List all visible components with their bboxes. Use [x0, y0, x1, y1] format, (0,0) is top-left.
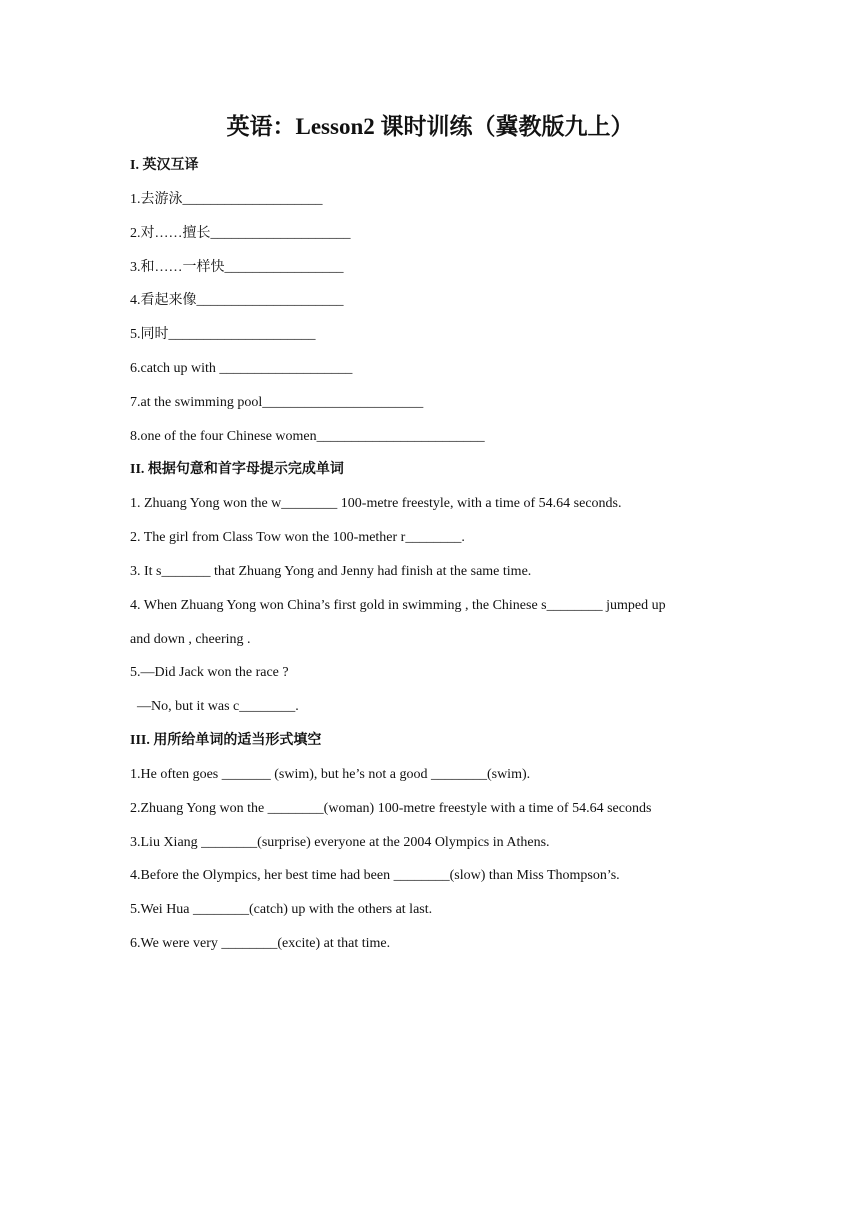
exercise-item: 4.看起来像_____________________: [130, 293, 344, 308]
exercise-item: 3.和……一样快_________________: [130, 260, 344, 275]
exercise-item: 3. It s_______ that Zhuang Yong and Jenny had finish at the same time.: [130, 564, 532, 579]
exercise-item: and down , cheering .: [130, 632, 251, 647]
section-heading-2: II. 根据句意和首字母提示完成单词: [130, 462, 344, 477]
section-heading-1: I. 英汉互译: [130, 158, 199, 173]
exercise-item: 8.one of the four Chinese women________________________: [130, 429, 485, 444]
exercise-item: 6.We were very ________(excite) at that time.: [130, 936, 391, 951]
exercise-item: 2. The girl from Class Tow won the 100-mether r________.: [130, 530, 465, 545]
section-heading-3: III. 用所给单词的适当形式填空: [130, 733, 322, 748]
exercise-item: 5.Wei Hua ________(catch) up with the others at last.: [130, 902, 433, 917]
exercise-item: 5.同时_____________________: [130, 327, 316, 342]
exercise-item: 3.Liu Xiang ________(surprise) everyone at the 2004 Olympics in Athens.: [130, 835, 550, 850]
exercise-item: 4.Before the Olympics, her best time had been ________(slow) than Miss Thompson’s.: [130, 868, 620, 883]
exercise-item: 1.He often goes _______ (swim), but he’s not a good ________(swim).: [130, 767, 531, 782]
exercise-item: 2.Zhuang Yong won the ________(woman) 100-metre freestyle with a time of 54.64 seconds: [130, 801, 652, 816]
exercise-item: 5.—Did Jack won the race ?: [130, 665, 289, 680]
exercise-item: —No, but it was c________.: [137, 699, 299, 714]
exercise-item: 7.at the swimming pool_______________________: [130, 395, 424, 410]
document-title: 英语：Lesson2 课时训练（冀教版九上）: [226, 114, 634, 139]
exercise-item: 1. Zhuang Yong won the w________ 100-metre freestyle, with a time of 54.64 seconds.: [130, 496, 622, 511]
exercise-item: 6.catch up with ___________________: [130, 361, 353, 376]
exercise-item: 2.对……擅长____________________: [130, 226, 351, 241]
exercise-item: 4. When Zhuang Yong won China’s first gold in swimming , the Chinese s________ jumped up: [130, 598, 666, 613]
exercise-item: 1.去游泳____________________: [130, 192, 323, 207]
